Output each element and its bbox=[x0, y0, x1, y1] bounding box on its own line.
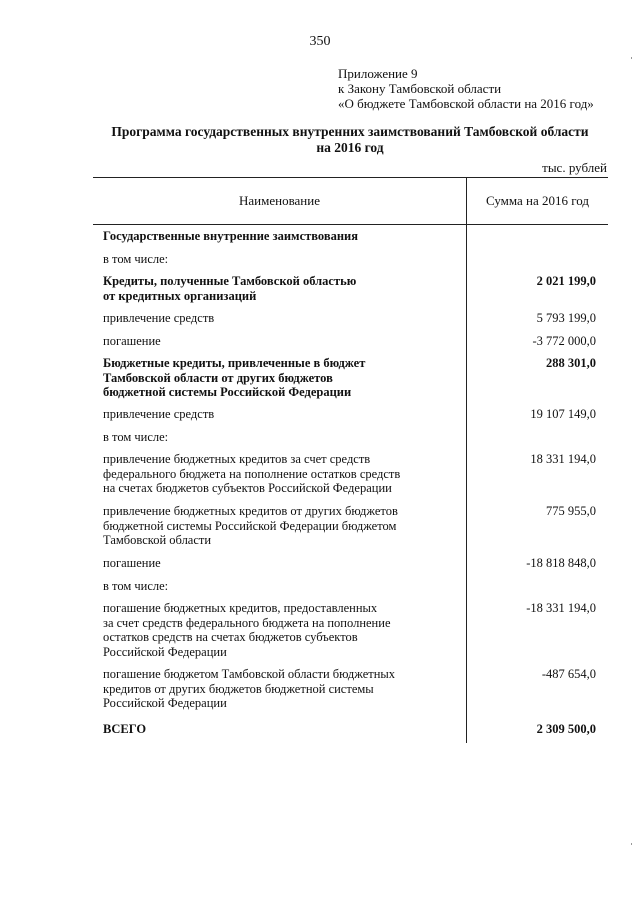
row-name: Кредиты, полученные Тамбовской областью от кредитных организаций bbox=[103, 274, 357, 303]
row-name: погашение бюджетом Тамбовской области бюджетных кредитов от других бюджетов бюджетной системы Российской Федерации bbox=[103, 667, 396, 710]
row-value: -487 654,0 bbox=[541, 667, 596, 681]
title-line-1: Программа государственных внутренних заимствований Тамбовской области bbox=[111, 124, 589, 139]
units-label: тыс. рублей bbox=[542, 160, 607, 175]
table-header-rule bbox=[93, 224, 608, 225]
row-name: погашение bbox=[103, 556, 161, 570]
row-value: 288 301,0 bbox=[546, 356, 596, 370]
row-name: привлечение средств bbox=[103, 311, 215, 325]
row-value: -3 772 000,0 bbox=[532, 334, 596, 348]
row-name: Государственные внутренние заимствования bbox=[103, 229, 359, 243]
scan-speck bbox=[631, 57, 632, 59]
row-name: в том числе: bbox=[103, 579, 169, 593]
page-number: 350 bbox=[309, 34, 331, 49]
header-name: Наименование bbox=[239, 192, 320, 208]
title-line-2: на 2016 год bbox=[316, 140, 384, 155]
row-value: -18 818 848,0 bbox=[526, 556, 596, 570]
row-value: 5 793 199,0 bbox=[536, 311, 596, 325]
document-title bbox=[95, 124, 605, 156]
borrowing-program-table bbox=[93, 177, 608, 743]
annex-reference bbox=[338, 66, 594, 111]
row-name: привлечение бюджетных кредитов за счет средств федерального бюджета на пополнение остатков средств на счетах бюджетов субъектов Российской Федерации bbox=[103, 452, 401, 495]
annex-line-2: к Закону Тамбовской области bbox=[338, 81, 502, 96]
row-name: ВСЕГО bbox=[103, 722, 147, 736]
row-value: -18 331 194,0 bbox=[526, 601, 596, 615]
scan-speck bbox=[631, 843, 632, 845]
row-name: Бюджетные кредиты, привлеченные в бюджет Тамбовской области от других бюджетов бюджетной системы Российской Федерации bbox=[103, 356, 366, 399]
row-name: привлечение бюджетных кредитов от других бюджетов бюджетной системы Российской Федерации бюджетом Тамбовской области bbox=[103, 504, 398, 547]
annex-line-1: Приложение 9 bbox=[338, 66, 418, 81]
row-name: погашение bbox=[103, 334, 161, 348]
row-value: 2 021 199,0 bbox=[536, 274, 596, 288]
row-value: 775 955,0 bbox=[546, 504, 596, 518]
row-name: в том числе: bbox=[103, 430, 169, 444]
row-name: в том числе: bbox=[103, 252, 169, 266]
header-sum: Сумма на 2016 год bbox=[485, 192, 590, 208]
row-value: 18 331 194,0 bbox=[530, 452, 596, 466]
row-name: погашение бюджетных кредитов, предоставленных за счет средств федерального бюджета на пополнение остатков средств на счетах бюджетов субъектов Российской Федерации bbox=[103, 601, 391, 659]
row-value: 19 107 149,0 bbox=[530, 407, 596, 421]
row-value: 2 309 500,0 bbox=[536, 722, 596, 736]
row-name: привлечение средств bbox=[103, 407, 215, 421]
annex-line-3: «О бюджете Тамбовской области на 2016 год» bbox=[338, 96, 594, 111]
